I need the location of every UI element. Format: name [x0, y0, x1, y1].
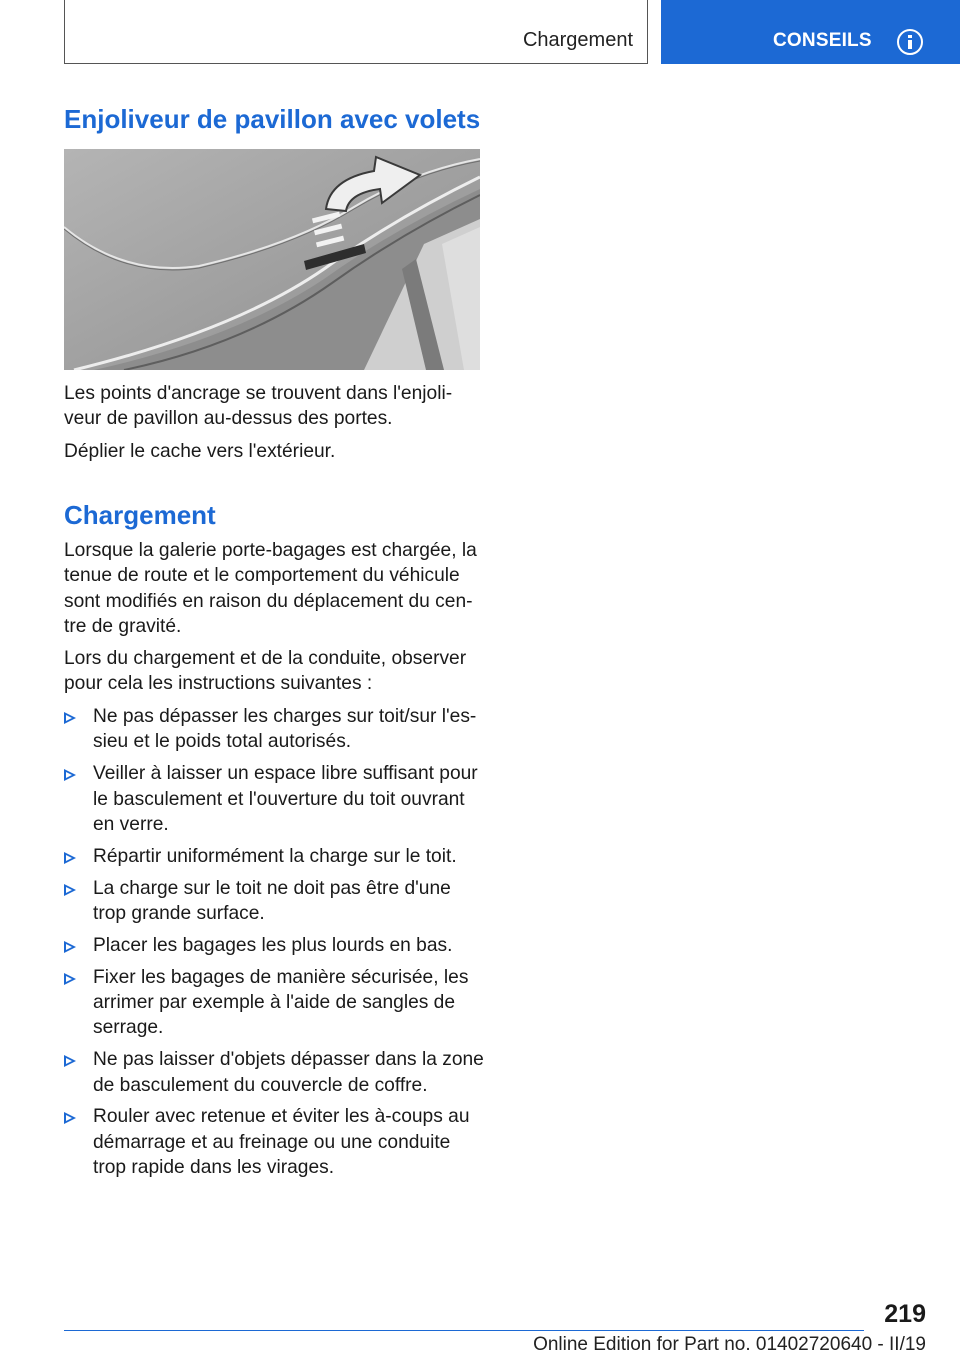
header-chapter-label: CONSEILS: [773, 30, 872, 51]
loading-instructions-list: [64, 704, 484, 1187]
section-title-roof-cover: Enjoliveur de pavillon avec volets: [64, 104, 481, 134]
header-section-box: [64, 0, 648, 64]
section-title-loading: Chargement: [64, 500, 216, 530]
list-item: Fixer les bagages de manière sécurisée, les arrimer par exemple à l'aide de sangles de serrage.: [93, 966, 469, 1039]
footer-edition: Online Edition for Part no. 01402720640 - II/19: [533, 1334, 926, 1355]
loading-instructions-text: Lors du chargement et de la conduite, observer pour cela les instructions suivantes :: [64, 648, 467, 695]
header-section-title: Chargement: [522, 29, 633, 51]
roof-illustration-svg: [64, 149, 480, 370]
anchor-points-text: Les points d'ancrage se trouvent dans l'enjoli‐veur de pavillon au-dessus des portes.: [64, 383, 453, 430]
page-number: 219: [884, 1300, 926, 1328]
info-icon[interactable]: [897, 29, 923, 55]
list-item: Ne pas dépasser les charges sur toit/sur l'es‐sieu et le poids total autorisés.: [93, 706, 477, 753]
list-item: La charge sur le toit ne doit pas être d'une trop grande surface.: [93, 877, 451, 925]
roof-cover-illustration: [64, 149, 480, 370]
list-item: Ne pas laisser d'objets dépasser dans la zone de basculement du couvercle de coffre.: [93, 1049, 484, 1096]
list-item: Rouler avec retenue et éviter les à-coups au démarrage et au freinage ou une conduite trop rapide dans les virages.: [93, 1106, 470, 1179]
footer-divider: [64, 1330, 864, 1331]
list-item: Répartir uniformément la charge sur le toit.: [93, 845, 457, 867]
unfold-cover-text: Déplier le cache vers l'extérieur.: [64, 441, 336, 462]
loading-intro-text: Lorsque la galerie porte-bagages est chargée, la tenue de route et le comportement du véhicule sont modifiés en raison du déplacement du cen‐tre de gravité.: [64, 540, 477, 638]
list-item: Placer les bagages les plus lourds en bas.: [93, 934, 453, 956]
list-item: Veiller à laisser un espace libre suffisant pour le basculement et l'ouverture du toit ouvrant en verre.: [93, 763, 478, 836]
header-chapter-tab[interactable]: [661, 0, 960, 64]
